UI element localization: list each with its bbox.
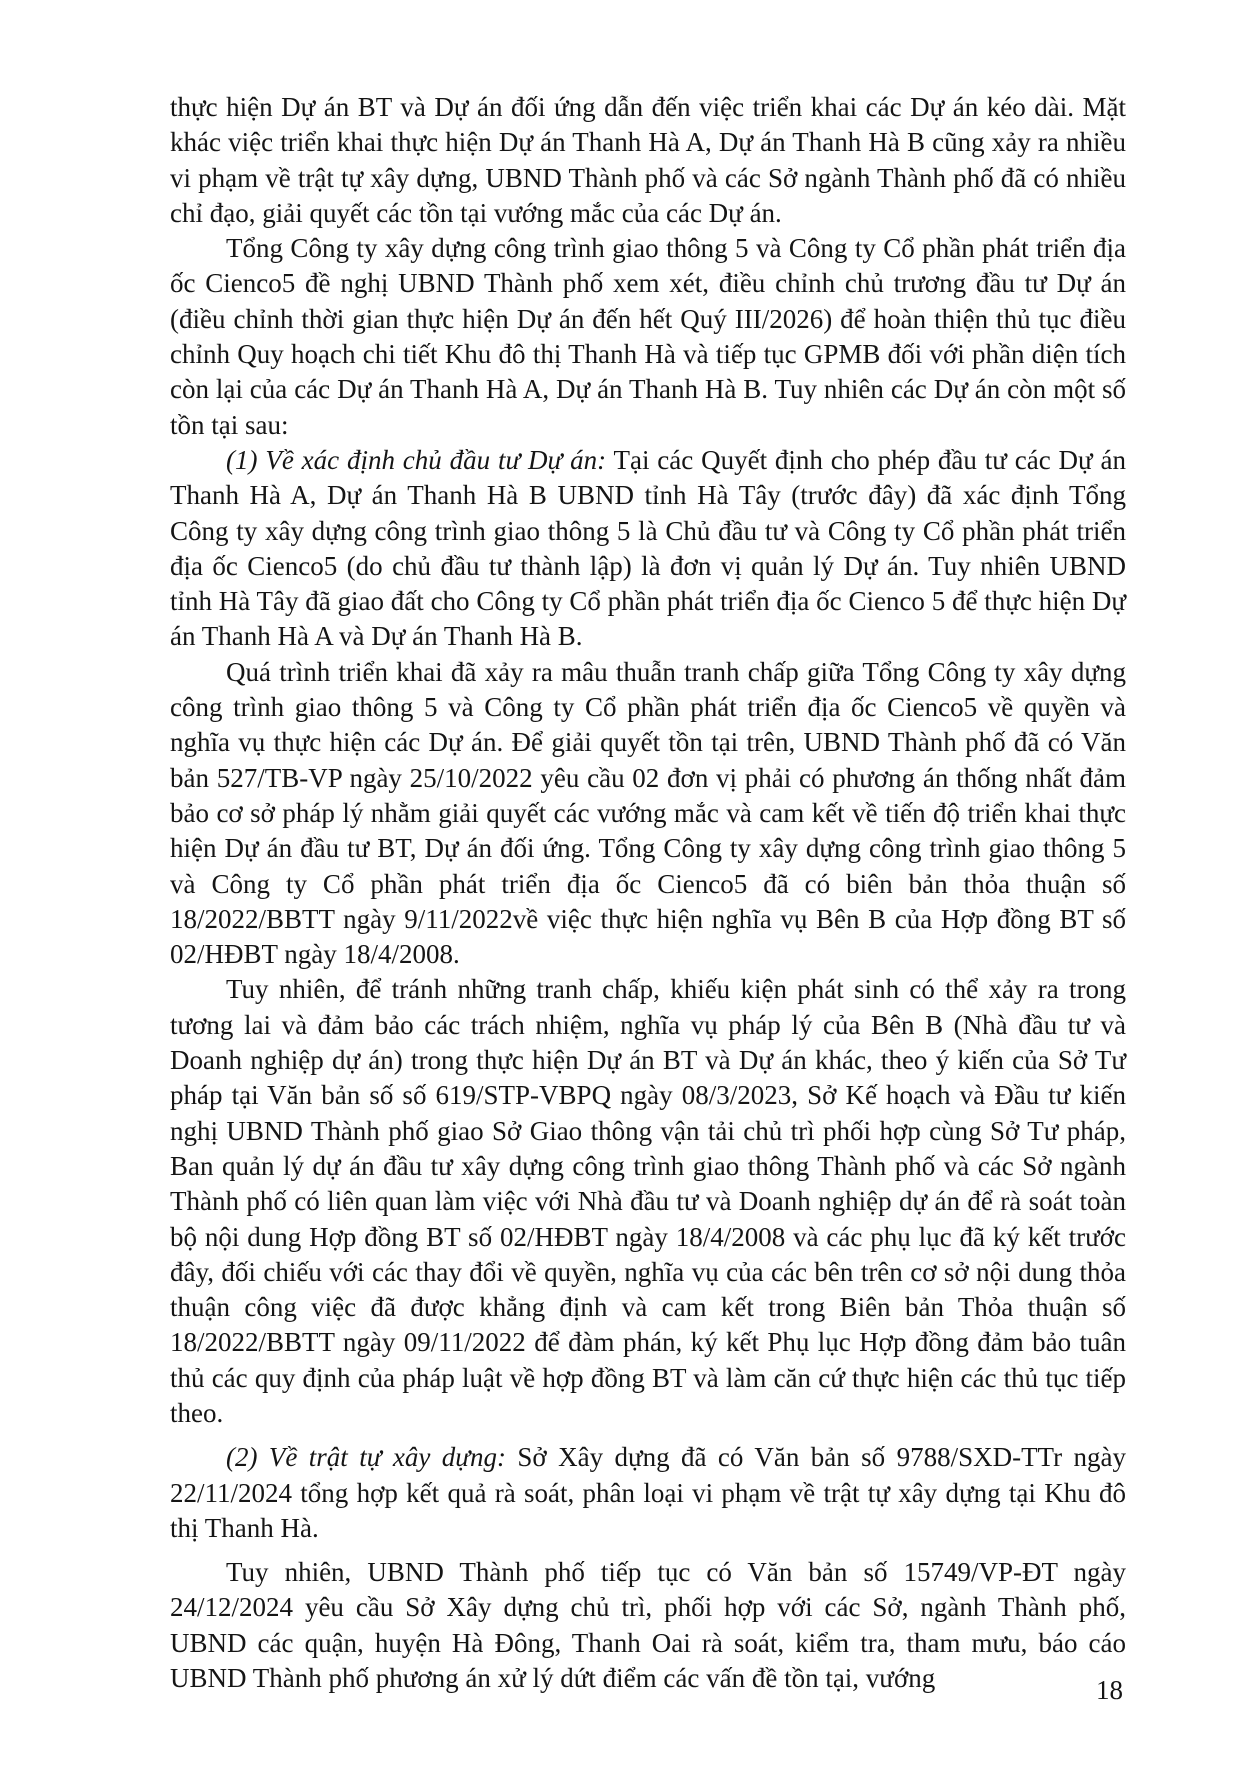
paragraph-continuation: thực hiện Dự án BT và Dự án đối ứng dẫn đến việc triển khai các Dự án kéo dài. Mặt khác việc triển khai thực hiện Dự án Thanh Hà A, Dự án Thanh Hà B cũng xảy ra nhiều vi phạm về trật tự xây dựng, UBND Thành phố và các Sở ngành Thành phố đã có nhiều chỉ đạo, giải quyết các tồn tại vướng mắc của các Dự án. xyxy=(170,92,1126,228)
page-number: 18 xyxy=(1096,1675,1123,1705)
construction-order-heading: (2) Về trật tự xây dựng: xyxy=(226,1442,506,1473)
paragraph-dispute-process: Quá trình triển khai đã xảy ra mâu thuẫn tranh chấp giữa Tổng Công ty xây dựng công trình giao thông 5 và Công ty Cổ phần phát triển địa ốc Cienco5 về quyền và nghĩa vụ thực hiện các Dự án. Để giải quyết tồn tại trên, UBND Thành phố đã có Văn bản 527/TB-VP ngày 25/10/2022 yêu cầu 02 đơn vị phải có phương án thống nhất đảm bảo cơ sở pháp lý nhằm giải quyết các vướng mắc và cam kết về tiến độ triển khai thực hiện Dự án đầu tư BT, Dự án đối ứng. Tổng Công ty xây dựng công trình giao thông 5 và Công ty Cổ phần phát triển địa ốc Cienco5 đã có biên bản thỏa thuận số 18/2022/BBTT ngày 9/11/2022về việc thực hiện nghĩa vụ Bên B của Hợp đồng BT số 02/HĐBT ngày 18/4/2008. xyxy=(170,656,1126,970)
paragraph-construction-order xyxy=(170,1440,1126,1546)
paragraph-city-request: Tuy nhiên, UBND Thành phố tiếp tục có Văn bản số 15749/VP-ĐT ngày 24/12/2024 yêu cầu Sở Xây dựng chủ trì, phối hợp với các Sở, ngành Thành phố, UBND các quận, huyện Hà Đông, Thanh Oai rà soát, kiểm tra, tham mưu, báo cáo UBND Thành phố phương án xử lý dứt điểm các vấn đề tồn tại, vướng xyxy=(170,1557,1126,1694)
investor-determination-text: Tại các Quyết định cho phép đầu tư các Dự án Thanh Hà A, Dự án Thanh Hà B UBND tỉnh Hà Tây (trước đây) đã xác định Tổng Công ty xây dựng công trình giao thông 5 là Chủ đầu tư và Công ty Cổ phần phát triển địa ốc Cienco5 (do chủ đầu tư thành lập) là đơn vị quản lý Dự án. Tuy nhiên UBND tỉnh Hà Tây đã giao đất cho Công ty Cổ phần phát triển địa ốc Cienco 5 để thực hiện Dự án Thanh Hà A và Dự án Thanh Hà B. xyxy=(170,444,1126,652)
paragraph-investor-determination xyxy=(170,443,1126,655)
paragraph-investment-adjustment: Tổng Công ty xây dựng công trình giao thông 5 và Công ty Cổ phần phát triển địa ốc Cienco5 đề nghị UBND Thành phố xem xét, điều chỉnh chủ trương đầu tư Dự án (điều chỉnh thời gian thực hiện Dự án đến hết Quý III/2026) để hoàn thiện thủ tục điều chỉnh Quy hoạch chi tiết Khu đô thị Thanh Hà và tiếp tục GPMB đối với phần diện tích còn lại của các Dự án Thanh Hà A, Dự án Thanh Hà B. Tuy nhiên các Dự án còn một số tồn tại sau: xyxy=(170,233,1126,440)
paragraph-contract-review: Tuy nhiên, để tránh những tranh chấp, khiếu kiện phát sinh có thể xảy ra trong tương lai và đảm bảo các trách nhiệm, nghĩa vụ pháp lý của Bên B (Nhà đầu tư và Doanh nghiệp dự án) trong thực hiện Dự án BT và Dự án khác, theo ý kiến của Sở Tư pháp tại Văn bản số số 619/STP-VBPQ ngày 08/3/2023, Sở Kế hoạch và Đầu tư kiến nghị UBND Thành phố giao Sở Giao thông vận tải chủ trì phối hợp cùng Sở Tư pháp, Ban quản lý dự án đầu tư xây dựng công trình giao thông Thành phố và các Sở ngành Thành phố có liên quan làm việc với Nhà đầu tư và Doanh nghiệp dự án để rà soát toàn bộ nội dung Hợp đồng BT số 02/HĐBT ngày 18/4/2008 và các phụ lục đã ký kết trước đây, đối chiếu với các thay đổi về quyền, nghĩa vụ của các bên trên cơ sở nội dung thỏa thuận công việc đã được khẳng định và cam kết trong Biên bản Thỏa thuận số 18/2022/BBTT ngày 09/11/2022 để đàm phán, ký kết Phụ lục Hợp đồng đảm bảo tuân thủ các quy định của pháp luật về hợp đồng BT và làm căn cứ thực hiện các thủ tục tiếp theo. xyxy=(170,974,1126,1428)
construction-order-text: Sở Xây dựng đã có Văn bản số 9788/SXD-TTr ngày 22/11/2024 tổng hợp kết quả rà soát, phân loại vi phạm về trật tự xây dựng tại Khu đô thị Thanh Hà. xyxy=(170,1442,1126,1543)
document-body xyxy=(170,90,1126,1696)
investor-determination-heading: (1) Về xác định chủ đầu tư Dự án: xyxy=(226,444,607,475)
